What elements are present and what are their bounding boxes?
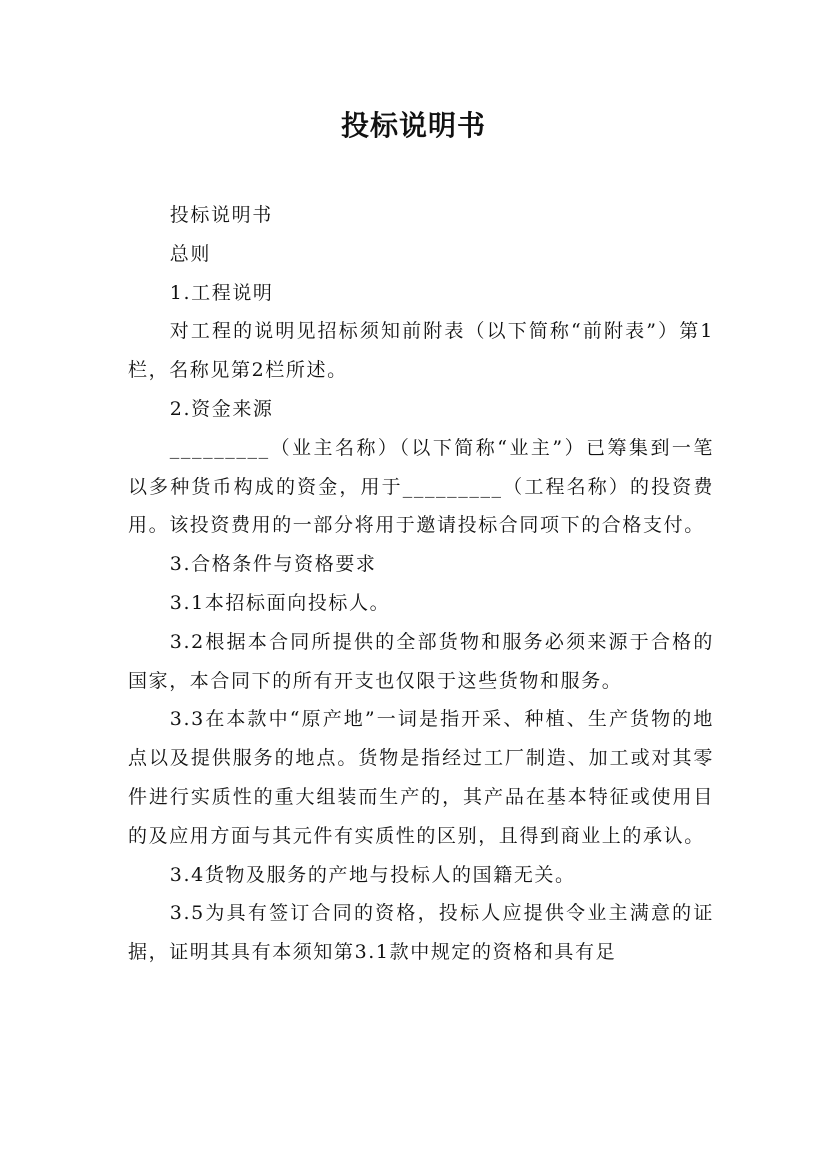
section-2-heading: 2.资金来源 [169,397,274,420]
paragraph-general: 总则 [169,242,211,265]
section-1-text: 对工程的说明见招标须知前附表（以下简称“前附表”）第1栏，名称见第2栏所述。 [128,320,714,382]
section-3-2-text: 3.2根据本合同所提供的全部货物和服务必须来源于合格的国家，本合同下的所有开支也仅限于这些货物和服务。 [128,630,714,692]
section-3-5-text: 3.5为具有签订合同的资格，投标人应提供令业主满意的证据，证明其具有本须知第3.1款中规定的资格和具有足 [128,902,714,964]
section-1-heading: 1.工程说明 [169,281,274,304]
section-3-4-text: 3.4货物及服务的产地与投标人的国籍无关。 [169,863,576,886]
document-body [128,196,714,972]
paragraph-heading: 投标说明书 [169,204,273,226]
section-3-3-text: 3.3在本款中“原产地”一词是指开采、种植、生产货物的地点以及提供服务的地点。货物是指经过工厂制造、加工或对其零件进行实质性的重大组装而生产的，其产品在基本特征或使用目的及应用方面与其元件有实质性的区别，且得到商业上的承认。 [128,708,714,847]
document-title: 投标说明书 [340,109,486,142]
section-2-text: _________（业主名称）（以下简称“业主”）已筹集到一笔以多种货币构成的资金，用于_________（工程名称）的投资费用。该投资费用的一部分将用于邀请投标合同项下的合格支付。 [128,436,714,537]
section-3-heading: 3.合格条件与资格要求 [169,553,377,576]
section-3-1-text: 3.1本招标面向投标人。 [169,591,391,614]
